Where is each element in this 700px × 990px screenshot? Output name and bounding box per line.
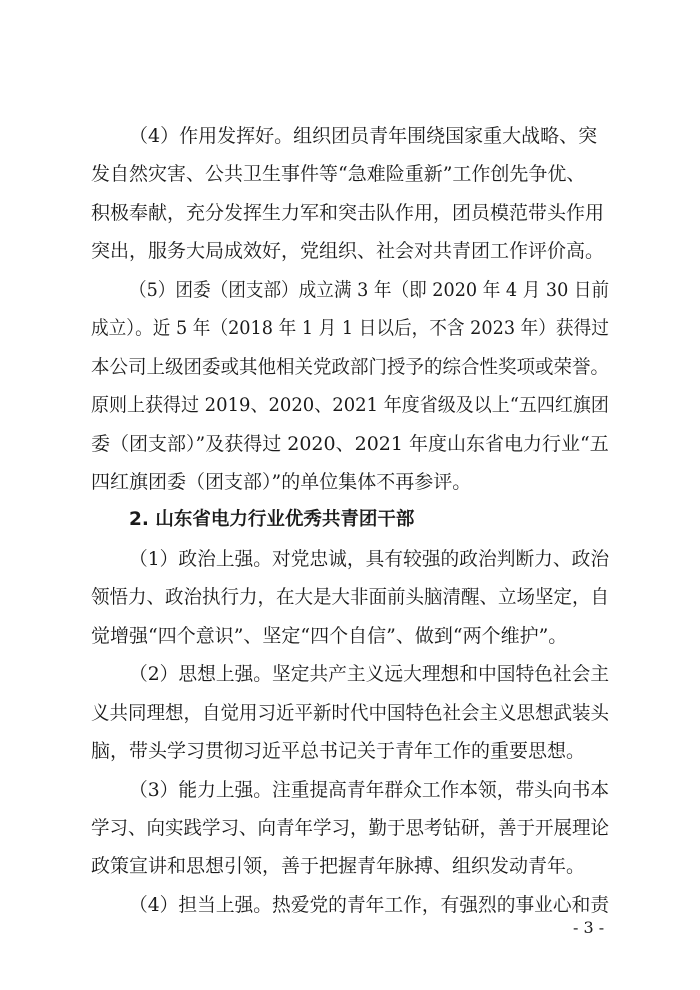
text-line-12: （1）政治上强。对党忠诚，具有较强的政治判断力、政治	[129, 548, 610, 570]
section-heading: 2. 山东省电力行业优秀共青团干部	[129, 509, 415, 530]
text-line-13: 领悟力、政治执行力，在大是大非面前头脑清醒、立场坚定，自	[91, 586, 610, 608]
text-line-21: （4）担当上强。热爱党的青年工作，有强烈的事业心和责	[129, 894, 610, 916]
text-line-14: 觉增强“四个意识”、坚定“四个自信”、做到“两个维护”。	[91, 625, 568, 647]
text-line-19: 学习、向实践学习、向青年学习，勤于思考钻研，善于开展理论	[91, 817, 610, 839]
text-line-6: 成立）。近 5 年（2018 年 1 月 1 日以后，不含 2023 年）获得过	[91, 317, 609, 339]
text-line-16: 义共同理想，自觉用习近平新时代中国特色社会主义思想武装头	[91, 702, 610, 724]
text-line-8: 原则上获得过 2019、2020、2021 年度省级及以上“五四红旗团	[91, 394, 609, 416]
text-line-7: 本公司上级团委或其他相关党政部门授予的综合性奖项或荣誉。	[91, 356, 610, 378]
page-number: - 3 -	[573, 918, 605, 937]
text-line-2: 发自然灾害、公共卫生事件等“急难险重新”工作创先争优、	[91, 163, 586, 185]
text-line-3: 积极奉献，充分发挥生力军和突击队作用，团员模范带头作用	[91, 202, 605, 224]
text-line-1: （4）作用发挥好。组织团员青年围绕国家重大战略、突	[129, 125, 598, 147]
text-line-18: （3）能力上强。注重提高青年群众工作本领，带头向书本	[129, 779, 610, 801]
text-line-20: 政策宣讲和思想引领，善于把握青年脉搏、组织发动青年。	[91, 855, 586, 877]
text-line-4: 突出，服务大局成效好，党组织、社会对共青团工作评价高。	[91, 240, 605, 262]
text-line-10: 四红旗团委（团支部）”的单位集体不再参评。	[91, 471, 472, 493]
text-line-9: 委（团支部）”及获得过 2020、2021 年度山东省电力行业“五	[91, 433, 609, 455]
text-line-17: 脑，带头学习贯彻习近平总书记关于青年工作的重要思想。	[91, 740, 586, 762]
text-line-5: （5）团委（团支部）成立满 3 年（即 2020 年 4 月 30 日前	[129, 279, 610, 301]
text-line-15: （2）思想上强。坚定共产主义远大理想和中国特色社会主	[129, 663, 610, 685]
